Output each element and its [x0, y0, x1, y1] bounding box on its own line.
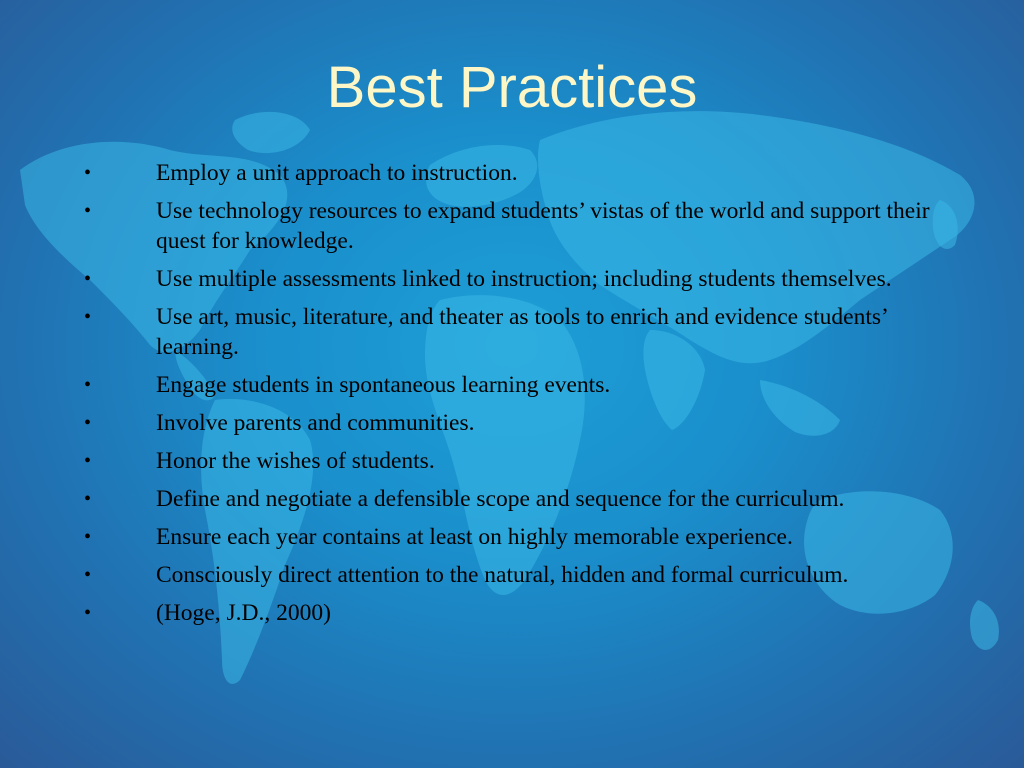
- bullet-item: [80, 446, 950, 476]
- bullet-dot: •: [84, 412, 92, 434]
- bullet-item: [80, 158, 950, 188]
- bullet-text: Ensure each year contains at least on highly memorable experience.: [156, 524, 793, 550]
- bullet-dot: •: [84, 306, 92, 328]
- bullet-dot: •: [84, 526, 92, 548]
- bullet-text: Engage students in spontaneous learning events.: [156, 372, 611, 398]
- bullet-text: Honor the wishes of students.: [156, 448, 435, 474]
- bullet-item: [80, 522, 950, 552]
- bullet-item: [80, 598, 950, 628]
- bullet-item: [80, 302, 950, 362]
- bullet-item: [80, 196, 950, 256]
- bullet-text: Use art, music, literature, and theater as tools to enrich and evidence students’ learning.: [156, 304, 888, 360]
- bullet-dot: •: [84, 564, 92, 586]
- bullet-item: [80, 370, 950, 400]
- bullet-dot: •: [84, 162, 92, 184]
- bullet-item: [80, 264, 950, 294]
- bullet-text: Define and negotiate a defensible scope and sequence for the curriculum.: [156, 486, 845, 512]
- slide-title: Best Practices: [326, 55, 698, 120]
- bullet-text: Use multiple assessments linked to instruction; including students themselves.: [156, 266, 892, 292]
- bullet-text: Employ a unit approach to instruction.: [156, 160, 518, 186]
- bullet-text: Consciously direct attention to the natural, hidden and formal curriculum.: [156, 562, 849, 588]
- bullet-item: [80, 408, 950, 438]
- bullet-item: [80, 560, 950, 590]
- bullet-dot: •: [84, 200, 92, 222]
- bullet-dot: •: [84, 450, 92, 472]
- bullet-list: [80, 158, 950, 636]
- bullet-dot: •: [84, 268, 92, 290]
- bullet-dot: •: [84, 488, 92, 510]
- bullet-dot: •: [84, 374, 92, 396]
- map-new-zealand: [970, 600, 999, 650]
- bullet-text: Use technology resources to expand students’ vistas of the world and support their quest for knowledge.: [156, 198, 930, 254]
- bullet-text: Involve parents and communities.: [156, 410, 475, 436]
- bullet-item: [80, 484, 950, 514]
- bullet-dot: •: [84, 602, 92, 624]
- bullet-text: (Hoge, J.D., 2000): [156, 600, 331, 626]
